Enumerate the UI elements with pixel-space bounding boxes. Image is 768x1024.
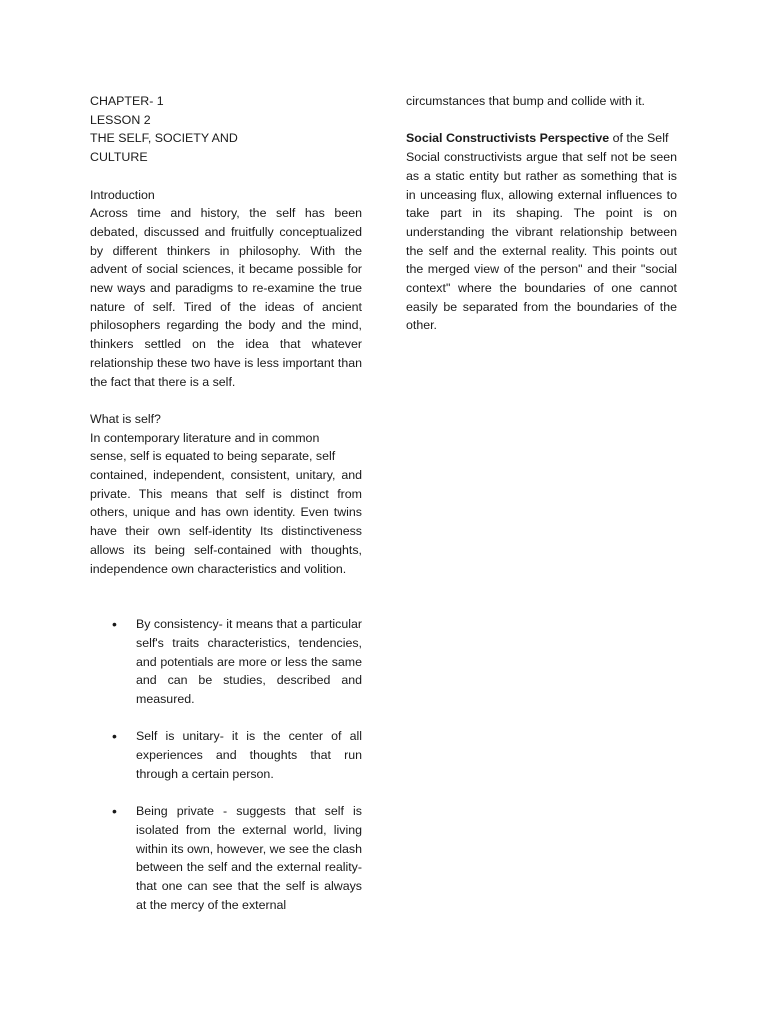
list-item	[112, 802, 362, 914]
title-line-2: CULTURE	[90, 150, 148, 165]
title-line-1: THE SELF, SOCIETY AND	[90, 131, 238, 146]
section-heading	[406, 129, 677, 148]
what-is-self-line-1: In contemporary literature and in common	[90, 430, 320, 445]
what-is-self-line-2: sense, self is equated to being separate, self	[90, 449, 336, 464]
chapter-label: CHAPTER- 1	[90, 94, 164, 108]
introduction-heading: Introduction	[90, 187, 155, 202]
section-heading-rest: of the Self	[609, 131, 669, 146]
bullet-icon: •	[112, 728, 117, 745]
what-is-self-heading: What is self?	[90, 411, 161, 426]
bullet-text: By consistency- it means that a particular self's traits characteristics, tendencies, and potentials are more or less the same and can be studies, described and measured.	[136, 617, 362, 707]
bullet-icon: •	[112, 803, 117, 820]
list-item	[112, 727, 362, 783]
section-paragraph: Social constructivists argue that self not be seen as a static entity but rather as something that is in unceasing flux, allowing external influences to take part in its shaping. The point is on understanding the vibrant relationship between the self and the external reality. This points out the merged view of the person" and their "social context" where the boundaries of one cannot easily be separated from the boundaries of the other.	[406, 150, 677, 333]
introduction-paragraph: Across time and history, the self has been debated, discussed and fruitfully conceptualized by different thinkers in philosophy. With the advent of social sciences, it became possible for new ways and paradigms to re-examine the true nature of self. Tired of the ideas of ancient philosophers regarding the body and the mind, thinkers settled on the idea that whatever relationship these two have is less important than the fact that there is a self.	[90, 206, 362, 389]
continuation-text: circumstances that bump and collide with it.	[406, 94, 645, 108]
lesson-label: LESSON 2	[90, 112, 151, 127]
right-column	[406, 92, 677, 335]
what-is-self-paragraph: contained, independent, consistent, unitary, and private. This means that self is distinct from others, unique and has own identity. Even twins have their own self-identity Its distinctiveness allows its being self-contained with thoughts, independence own characteristics and volition.	[90, 468, 362, 576]
bullet-text: Self is unitary- it is the center of all experiences and thoughts that run through a certain person.	[136, 729, 362, 781]
bullet-list	[112, 615, 362, 914]
list-item	[112, 615, 362, 709]
section-heading-bold: Social Constructivists Perspective	[406, 131, 610, 146]
bullet-icon: •	[112, 616, 117, 633]
bullet-text: Being private - suggests that self is isolated from the external world, living within its own, however, we see the clash between the self and the external reality- that one can see that the self is always at the mercy of the external	[136, 804, 362, 912]
left-column	[90, 92, 362, 933]
